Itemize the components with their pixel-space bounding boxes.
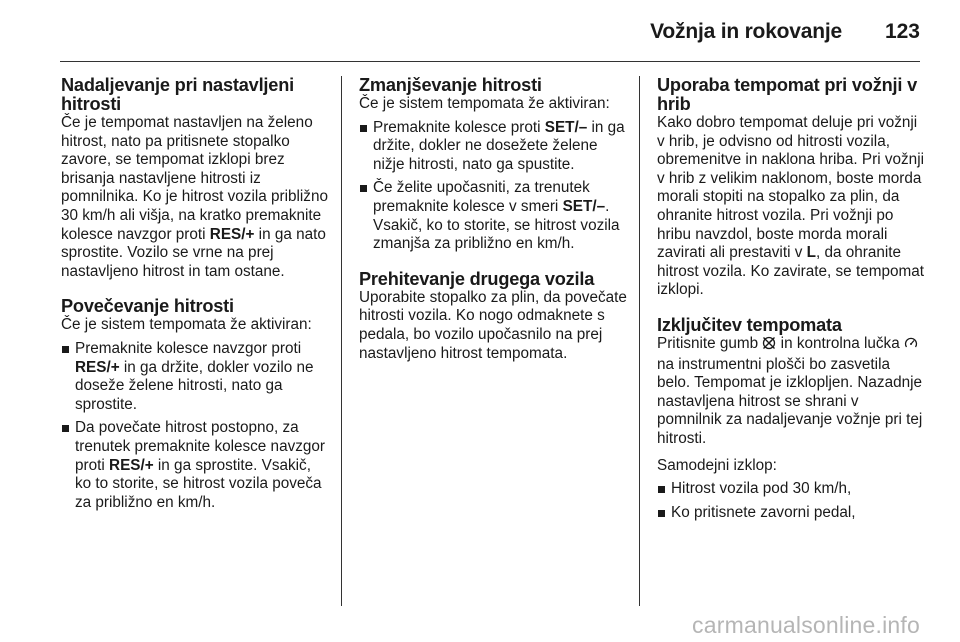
- paragraph: Samodejni izklop:: [657, 456, 777, 474]
- list-item: [61, 419, 331, 512]
- paragraph: [61, 114, 331, 281]
- section-heading: Uporaba tempomat pri vožnji v hrib: [657, 75, 917, 114]
- section-heading: Prehitevanje drugega vozila: [359, 268, 595, 289]
- text: Premaknite kolesce navzgor proti: [75, 339, 302, 357]
- section-resume-speed: [61, 76, 331, 281]
- bullet-icon: [360, 125, 367, 132]
- text: in kontrolna lučka: [776, 334, 904, 352]
- text: . Vsakič, ko to storite, se hitrost vozila zmanjša za približno en km/h.: [373, 197, 620, 253]
- cruise-cancel-icon: [762, 336, 776, 356]
- control-label: SET/–: [562, 197, 606, 215]
- column-divider-2: [639, 76, 640, 606]
- control-label: RES/+: [209, 225, 255, 243]
- column-divider-1: [341, 76, 342, 606]
- bullet-list: [359, 119, 631, 254]
- paragraph: [657, 335, 927, 449]
- text: na instrumentni plošči bo zasvetila belo. Tempomat je izklopljen. Nazadnje nastavljena hitrost se shrani v pomnilnik za nadaljevanje vožnje pri tej hitrosti.: [657, 355, 923, 447]
- bullet-list: [61, 340, 331, 512]
- text: in ga nato sprostite. Vozilo se vrne na prej nastavljeno hitrost in tam ostane.: [61, 225, 326, 280]
- text: Kako dobro tempomat deluje pri vožnji v hrib, je odvisno od hitrosti vozila, obremenitve in naklona hriba. Pri vožnji v hrib z velikim naklonom, boste morda morali stopiti na stopalko za plin, da ohranite hitrost vozila. Pri vožnji po hribu navzdol, boste morda morali zavirati ali prestaviti v: [657, 114, 924, 262]
- page-header: [0, 0, 960, 58]
- bullet-icon: [62, 346, 69, 353]
- section-heading: Zmanjševanje hitrosti: [359, 75, 542, 95]
- column-1: [61, 76, 331, 517]
- text: Pritisnite gumb: [657, 334, 763, 352]
- bullet-icon: [62, 425, 69, 432]
- bullet-icon: [360, 185, 367, 192]
- paragraph: [657, 114, 927, 300]
- section-heading: Povečevanje hitrosti: [61, 296, 234, 317]
- bullet-list: [657, 480, 927, 522]
- watermark: carmanualsonline.info: [692, 612, 920, 638]
- text: Če želite upočasniti, za trenutek premaknite kolesce v smeri: [373, 179, 590, 215]
- page-number: 123: [884, 20, 920, 43]
- paragraph: Če je sistem tempomata že aktiviran:: [61, 316, 312, 334]
- paragraph: Uporabite stopalko za plin, da povečate hitrosti vozila. Ko nogo odmaknete s pedala, bo vozilo upočasnilo na prej nastavljeno hitrost tempomata.: [359, 288, 627, 362]
- list-item: [657, 504, 927, 523]
- text: Če je tempomat nastavljen na želeno hitrost, nato pa pritisnete stopalko zavore, se tempomat izklopi brez brisanja nastavljene hitrosti iz pomnilnika. Ko je hitrost vozila približno 30 km/h ali višja, na kratko premaknite kolesce navzgor proti: [61, 114, 328, 243]
- header-divider: [60, 61, 920, 62]
- control-label: RES/+: [75, 358, 120, 376]
- section-hill-driving: [657, 76, 927, 300]
- text: Hitrost vozila pod 30 km/h,: [671, 480, 852, 498]
- paragraph: Če je sistem tempomata že aktiviran:: [359, 95, 610, 112]
- section-heading: Izključitev tempomata: [657, 314, 842, 335]
- section-increase-speed: [61, 297, 331, 512]
- text: Premaknite kolesce proti: [373, 118, 545, 136]
- column-2: [359, 76, 631, 363]
- bullet-icon: [658, 486, 665, 493]
- section-decrease-speed: [359, 76, 631, 254]
- column-3: [657, 76, 927, 527]
- text: , da ohranite hitrost vozila. Ko zavirate, se tempomat izklopi.: [657, 244, 924, 299]
- cruise-control-indicator-icon: [904, 336, 918, 356]
- control-label: RES/+: [109, 456, 154, 474]
- gear-label: L: [806, 244, 816, 262]
- list-item: [359, 179, 631, 253]
- text: in ga držite, dokler ne dosežete želene nižje hitrosti, nato ga spustite.: [373, 118, 625, 173]
- list-item: [61, 340, 331, 414]
- text: Da povečate hitrost postopno, za trenutek premaknite kolesce navzgor proti: [75, 419, 325, 474]
- page-title: Vožnja in rokovanje: [650, 20, 842, 43]
- bullet-icon: [658, 510, 665, 517]
- text: Ko pritisnete zavorni pedal,: [671, 503, 856, 521]
- section-overtaking: [359, 270, 631, 363]
- text: in ga držite, dokler vozilo ne doseže želene hitrosti, nato ga sprostite.: [75, 358, 314, 413]
- section-heading: Nadaljevanje pri nastavljeni hitrosti: [61, 75, 294, 114]
- section-cruise-off: [657, 316, 927, 522]
- list-item: [359, 119, 631, 175]
- list-item: [657, 480, 927, 499]
- control-label: SET/–: [544, 118, 588, 136]
- text: in ga sprostite. Vsakič, ko to storite, se hitrost vozila poveča za približno en km/h.: [75, 456, 322, 511]
